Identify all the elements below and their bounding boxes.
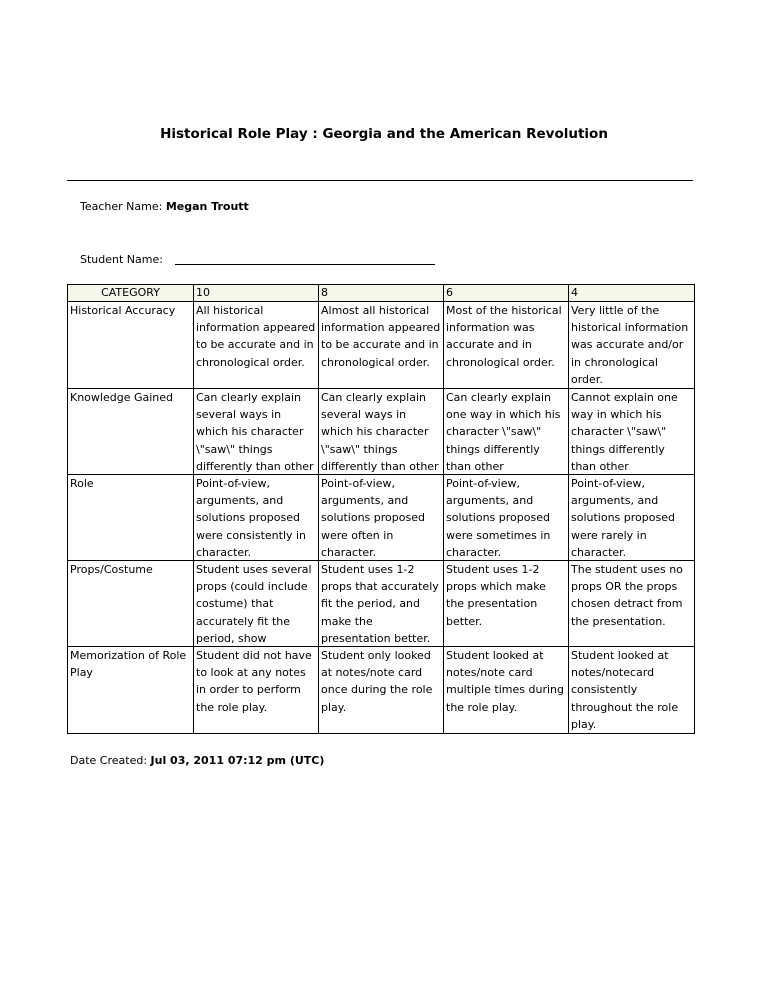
criteria-cell: Cannot explain one way in which his character \"saw\" things differently than other (569, 389, 695, 475)
category-cell: Memorization of Role Play (68, 647, 194, 734)
criteria-cell: Most of the historical information was accurate and in chronological order. (444, 302, 569, 389)
header-score-6: 6 (444, 285, 569, 302)
table-row (68, 647, 695, 734)
table-row (68, 389, 695, 475)
criteria-cell: Can clearly explain one way in which his character \"saw\" things differently than other (444, 389, 569, 475)
category-cell: Role (68, 475, 194, 561)
criteria-cell: Student did not have to look at any notes in order to perform the role play. (194, 647, 319, 734)
criteria-cell: Student uses 1-2 props which make the presentation better. (444, 561, 569, 647)
criteria-cell: Student uses several props (could include costume) that accurately fit the period, show (194, 561, 319, 647)
criteria-cell: Point-of-view, arguments, and solutions proposed were often in character. (319, 475, 444, 561)
criteria-cell: Student looked at notes/notecard consistently throughout the role play. (569, 647, 695, 734)
criteria-cell: Can clearly explain several ways in which his character \"saw\" things differently than other (194, 389, 319, 475)
student-name-label: Student Name: (80, 253, 163, 266)
header-score-10: 10 (194, 285, 319, 302)
criteria-cell: Student uses 1-2 props that accurately fit the period, and make the presentation better. (319, 561, 444, 647)
header-row (68, 285, 695, 302)
date-created-row (70, 754, 324, 767)
teacher-name-row (80, 200, 249, 213)
criteria-cell: Point-of-view, arguments, and solutions proposed were consistently in character. (194, 475, 319, 561)
date-created-label: Date Created: (70, 754, 148, 767)
rubric-table (67, 284, 695, 734)
page-title: Historical Role Play : Georgia and the American Revolution (160, 126, 608, 142)
criteria-cell: The student uses no props OR the props chosen detract from the presentation. (569, 561, 695, 647)
date-created-value: Jul 03, 2011 07:12 pm (UTC) (150, 754, 325, 767)
criteria-cell: Point-of-view, arguments, and solutions proposed were sometimes in character. (444, 475, 569, 561)
criteria-cell: Student looked at notes/note card multiple times during the role play. (444, 647, 569, 734)
category-cell: Historical Accuracy (68, 302, 194, 389)
criteria-cell: Very little of the historical information was accurate and/or in chronological order. (569, 302, 695, 389)
criteria-cell: Student only looked at notes/note card once during the role play. (319, 647, 444, 734)
student-name-row (80, 253, 163, 266)
criteria-cell: Almost all historical information appeared to be accurate and in chronological order. (319, 302, 444, 389)
student-name-blank-line (175, 264, 435, 265)
criteria-cell: Point-of-view, arguments, and solutions proposed were rarely in character. (569, 475, 695, 561)
criteria-cell: All historical information appeared to be accurate and in chronological order. (194, 302, 319, 389)
header-category: CATEGORY (68, 285, 194, 302)
teacher-name-value: Megan Troutt (165, 200, 249, 213)
table-row (68, 475, 695, 561)
header-score-8: 8 (319, 285, 444, 302)
table-row (68, 302, 695, 389)
table-row (68, 561, 695, 647)
teacher-name-label: Teacher Name: (80, 200, 163, 213)
category-cell: Props/Costume (68, 561, 194, 647)
title-divider (67, 180, 693, 181)
category-cell: Knowledge Gained (68, 389, 194, 475)
criteria-cell: Can clearly explain several ways in which his character \"saw\" things differently than other (319, 389, 444, 475)
header-score-4: 4 (569, 285, 695, 302)
